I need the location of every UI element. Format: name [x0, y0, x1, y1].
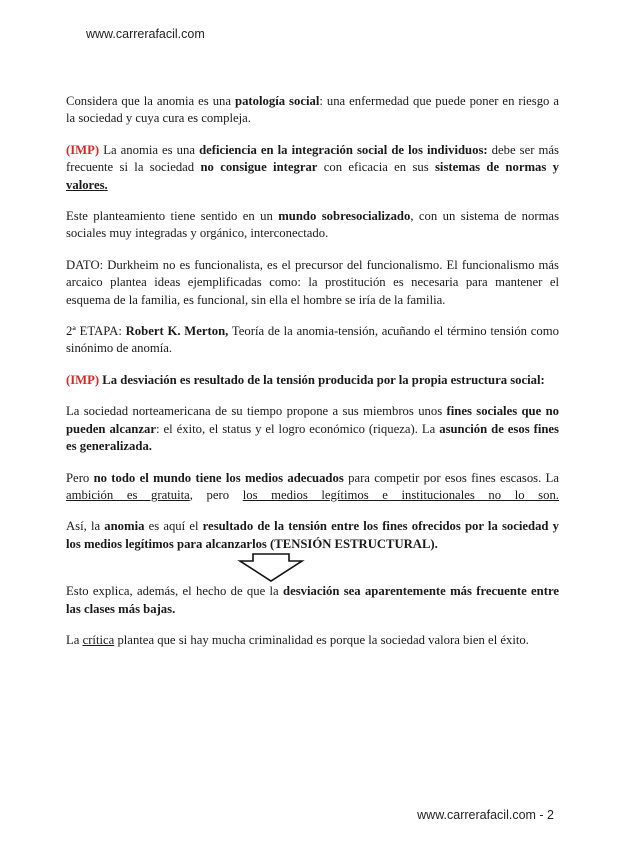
paragraph-desviacion-tension: (IMP) La desviación es resultado de la tensión producida por la propia estructura social: — [66, 372, 545, 387]
paragraph-mundo-sobresocializado: Este planteamiento tiene sentido en un mundo sobresocializado, con un sistema de normas sociales muy integradas y orgánico, interconectado. — [66, 209, 560, 241]
page-footer-number: www.carrerafacil.com - 2 — [417, 808, 554, 822]
paragraph-sociedad-norteamericana: La sociedad norteamericana de su tiempo propone a sus miembros unos fines sociales que no pueden alcanzar: el éxito, el status y el logro económico (riqueza). La asunción de esos fines es generalizada. — [66, 404, 559, 454]
document-body — [66, 93, 559, 649]
paragraph-critica: La crítica plantea que si hay mucha criminalidad es porque la sociedad valora bien el éxito. — [66, 632, 529, 647]
paragraph-segunda-etapa-merton: 2ª ETAPA: Robert K. Merton, Teoría de la anomia-tensión, acuñando el término tensión como sinónimo de anomía. — [66, 324, 559, 356]
page-header-site: www.carrerafacil.com — [86, 27, 205, 41]
paragraph-clases-bajas: Esto explica, además, el hecho de que la desviación sea aparentemente más frecuente entre las clases más bajas. — [66, 584, 559, 616]
paragraph-medios-adecuados: Pero no todo el mundo tiene los medios adecuados para competir por esos fines escasos. La ambición es gratuita, pero los medios legítimos e institucionales no lo son. — [66, 470, 559, 502]
paragraph-patologia-social: Considera que la anomia es una patología social: una enfermedad que puede poner en riesgo a la sociedad y cuya cura es compleja. — [66, 94, 559, 126]
down-arrow-icon — [66, 553, 559, 583]
paragraph-deficiencia-integracion: (IMP) La anomia es una deficiencia en la integración social de los individuos: debe ser más frecuente si la sociedad no consigue integrar con eficacia en sus sistemas de normas y valores. — [66, 142, 559, 192]
imp-marker: (IMP) — [66, 142, 100, 157]
paragraph-dato-durkheim: DATO: Durkheim no es funcionalista, es el precursor del funcionalismo. El funcionalismo más arcaico plantea ideas ejemplificadas como: la prostitución es necesaria para mantener el esquema de la familia, es funcional, sin ella el hombre se iría de la familia. — [66, 257, 559, 307]
imp-marker: (IMP) — [66, 372, 100, 387]
paragraph-tension-estructural: Así, la anomia es aquí el resultado de la tensión entre los fines ofrecidos por la sociedad y los medios legítimos para alcanzarlos (TENSIÓN ESTRUCTURAL). — [66, 519, 559, 551]
